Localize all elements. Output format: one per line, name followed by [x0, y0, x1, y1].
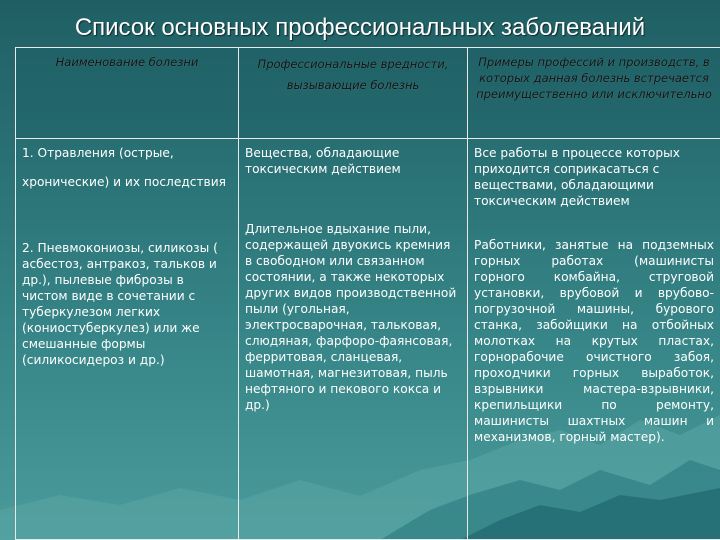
hazard-2: Длительное вдыхание пыли, содержащей двуокись кремния в свободном или связанном состоянии, а также некоторых других видов производственной пыли (угольная, электросварочная, тальковая, слюдяная, фарфоро-фаянсовая, ферритовая, сланцевая, шамотная, магнезитовая, пыль нефтяного и пекового кокса и др.): [245, 222, 457, 412]
profession-1: Все работы в процессе которых приходится соприкасаться с веществами, обладающими токсическим действием: [474, 146, 680, 208]
cell-hazards: [239, 139, 468, 540]
header-professions: Примеры профессий и производств, в которых данная болезнь встречается преимущественно или исключительно: [468, 48, 720, 139]
hazard-1: Вещества, обладающие токсическим действием: [245, 146, 401, 176]
cell-diseases: [16, 139, 239, 540]
disease-1-line1: 1. Отравления (острые,: [22, 146, 174, 160]
cell-professions: [468, 139, 720, 540]
disease-1-line2: хронические) и их последствия: [22, 175, 226, 189]
table-row: [16, 139, 720, 540]
disease-2: 2. Пневмокониозы, силикозы ( асбестоз, антракоз, тальков и др.), пылевые фиброзы в чистом виде в сочетании с туберкулезом легких (кониостуберкулез) или же смешанные формы (силикосидероз и др.): [22, 241, 218, 367]
profession-2: Работники, занятые на подземных горных работах (машинисты горного комбайна, струговой установки, врубовой и врубово-погрузочной машины, бурового станка, забойщики на отбойных молотках на крутых пластах, горнорабочие очистного забоя, проходчики горных выработок, взрывники мастера-взрывники, крепильщики по ремонту, машинисты шахтных машин и механизмов, горный мастер).: [474, 238, 714, 444]
diseases-table: [15, 47, 720, 540]
header-hazards: Профессиональные вредности, вызывающие болезнь: [239, 48, 468, 139]
table-header-row: [16, 48, 720, 139]
header-disease-name: Наименование болезни: [16, 48, 239, 139]
slide-title: Список основных профессиональных заболеваний: [74, 14, 646, 41]
